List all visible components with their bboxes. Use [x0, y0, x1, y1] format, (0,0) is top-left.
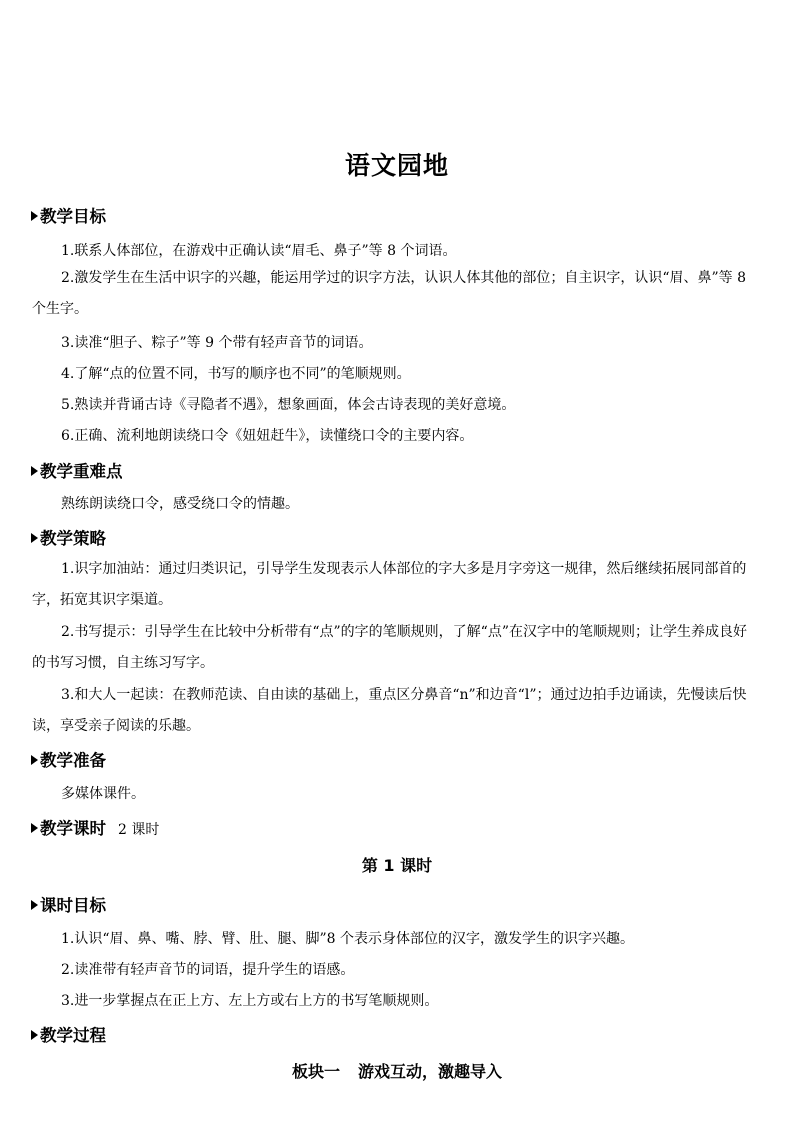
heading-teaching-goals: 教学目标	[31, 203, 106, 227]
lesson-goal-item-1: 1.认识“眉、鼻、嘴、脖、臂、肚、腿、脚”8 个表示身体部位的汉字，激发学生的识字兴趣。	[61, 931, 635, 947]
goal-item-5: 5.熟读并背诵古诗《寻隐者不遇》，想象画面，体会古诗表现的美好意境。	[61, 397, 516, 413]
lesson-1-title: 第 1 课时	[361, 856, 433, 875]
goal-item-6: 6.正确、流利地朗读绕口令《妞妞赶牛》，读懂绕口令的主要内容。	[61, 428, 474, 444]
goal-item-2: 2.激发学生在生活中识字的兴趣，能运用学过的识字方法，认识人体其他的部位；自主识字，认识“眉、鼻”等 8 个生字。	[32, 270, 747, 317]
lesson-goal-item-3: 3.进一步掌握点在正上方、左上方或右上方的书写笔顺规则。	[61, 993, 439, 1009]
block-1-title: 游戏互动，激趣导入	[358, 1062, 503, 1081]
goal-item-3: 3.读准“胆子、粽子”等 9 个带有轻声音节的词语。	[61, 335, 373, 351]
triangle-bullet-icon	[31, 211, 38, 221]
page-title: 语文园地	[344, 151, 449, 180]
class-hours-value: 2 课时	[118, 822, 160, 838]
triangle-bullet-icon	[31, 533, 38, 543]
heading-preparation: 教学准备	[31, 747, 106, 771]
block-1-label: 板块一	[291, 1062, 340, 1081]
key-points-text: 熟练朗读绕口令，感受绕口令的情趣。	[61, 496, 299, 512]
goal-item-1: 1.联系人体部位，在游戏中正确认读“眉毛、鼻子”等 8 个词语。	[61, 243, 457, 259]
triangle-bullet-icon	[31, 466, 38, 476]
triangle-bullet-icon	[31, 755, 38, 765]
triangle-bullet-icon	[31, 823, 38, 833]
strategy-item-2: 2.书写提示：引导学生在比较中分析带有“点”的字的笔顺规则，了解“点”在汉字中的笔顺规则；让学生养成良好的书写习惯，自主练习写字。	[32, 624, 747, 671]
strategy-item-3: 3.和大人一起读：在教师范读、自由读的基础上，重点区分鼻音“n”和边音“l”；通过边拍手边诵读，先慢读后快读，享受亲子阅读的乐趣。	[32, 687, 747, 734]
block-1-heading	[0, 1059, 794, 1082]
heading-lesson-goals: 课时目标	[31, 892, 106, 916]
strategy-item-1: 1.识字加油站：通过归类识记，引导学生发现表示人体部位的字大多是月字旁这一规律，然后继续拓展同部首的字，拓宽其识字渠道。	[32, 561, 747, 608]
heading-teaching-process: 教学过程	[31, 1022, 106, 1046]
triangle-bullet-icon	[31, 1030, 38, 1040]
preparation-text: 多媒体课件。	[61, 786, 145, 802]
heading-strategy: 教学策略	[31, 525, 106, 549]
goal-item-4: 4.了解“点的位置不同，书写的顺序也不同”的笔顺规则。	[61, 366, 411, 382]
heading-class-hours: 教学课时 2 课时	[31, 815, 159, 839]
triangle-bullet-icon	[31, 900, 38, 910]
heading-key-points: 教学重难点	[31, 458, 123, 482]
lesson-goal-item-2: 2.读准带有轻声音节的词语，提升学生的语感。	[61, 962, 355, 978]
